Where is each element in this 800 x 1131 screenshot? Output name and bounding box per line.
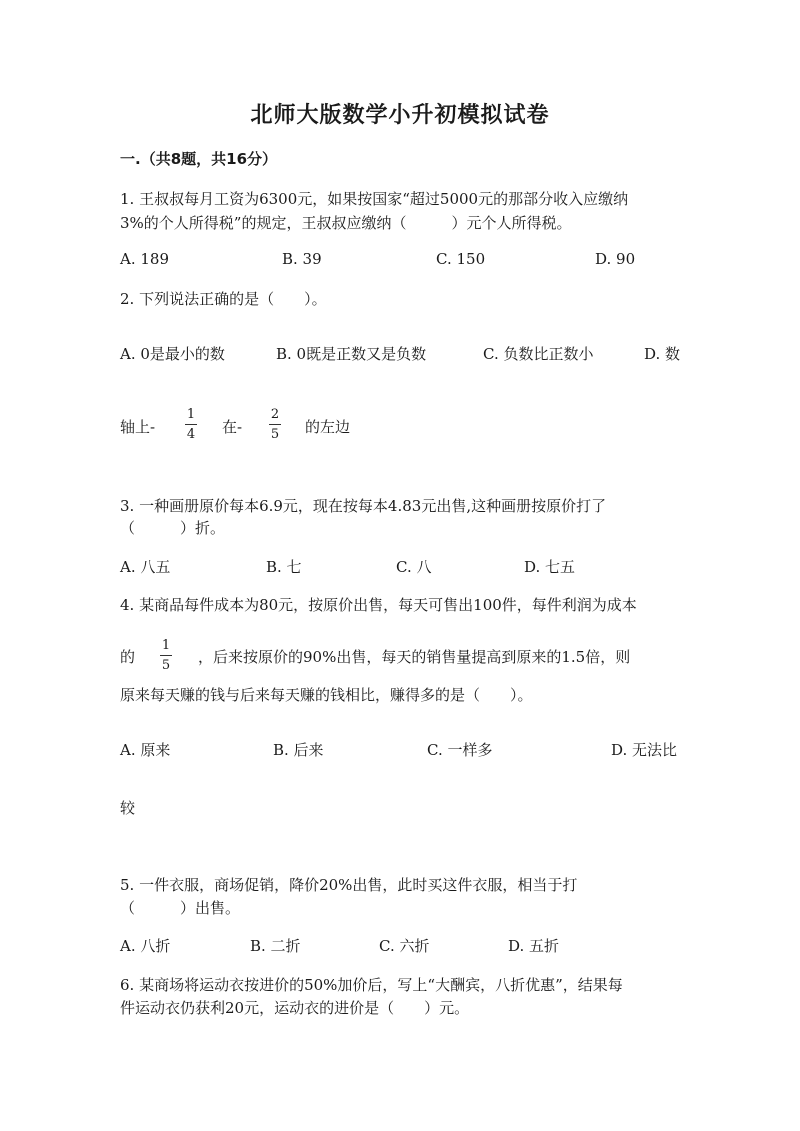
q2-fraction-1 xyxy=(185,407,197,442)
q5-stem-line-1: 5. 一件衣服，商场促销，降价20%出售，此时买这件衣服，相当于打 xyxy=(120,876,578,894)
q4-fraction-denominator: 5 xyxy=(161,658,171,673)
q4-option-d: D. 无法比 xyxy=(611,741,678,759)
q2-fraction-2-numerator: 2 xyxy=(270,407,280,422)
q2-stem: 2. 下列说法正确的是（ ）。 xyxy=(120,290,327,308)
q2-option-b: B. 0既是正数又是负数 xyxy=(276,345,427,363)
q4-option-d-continued: 较 xyxy=(120,799,136,817)
q5-option-d: D. 五折 xyxy=(508,937,560,955)
q2-fraction-1-denominator: 4 xyxy=(186,427,196,442)
fraction-bar xyxy=(160,655,172,656)
q1-option-a: A. 189 xyxy=(120,250,169,268)
q1-option-c: C. 150 xyxy=(436,250,486,268)
q3-option-a: A. 八五 xyxy=(120,558,171,576)
q2-fraction-1-numerator: 1 xyxy=(186,407,196,422)
q4-option-c: C. 一样多 xyxy=(427,741,493,759)
q4-stem-post: ，后来按原价的90%出售，每天的销售量提高到原来的1.5倍，则 xyxy=(198,648,631,666)
q2-option-d: D. 数 xyxy=(644,345,681,363)
q5-option-b: B. 二折 xyxy=(250,937,301,955)
q4-stem-line-3: 原来每天赚的钱与后来每天赚的钱相比，赚得多的是（ ）。 xyxy=(120,686,533,704)
q4-option-a: A. 原来 xyxy=(120,741,171,759)
q4-fraction xyxy=(160,638,172,673)
q1-stem-line-1: 1. 王叔叔每月工资为6300元，如果按国家“超过5000元的那部分收入应缴纳 xyxy=(120,190,629,208)
q3-stem-line-1: 3. 一种画册原价每本6.9元，现在按每本4.83元出售,这种画册按原价打了 xyxy=(120,497,607,515)
q2-fraction-2 xyxy=(269,407,281,442)
q5-stem-line-2: （ ）出售。 xyxy=(120,899,241,917)
q3-stem-line-2: （ ）折。 xyxy=(120,519,226,537)
page-title: 北师大版数学小升初模拟试卷 xyxy=(250,103,550,128)
q2-text-end: 的左边 xyxy=(305,418,351,436)
q3-option-b: B. 七 xyxy=(266,558,302,576)
q1-option-b: B. 39 xyxy=(282,250,322,268)
q4-fraction-numerator: 1 xyxy=(161,638,171,653)
section-heading: 一.（共8题，共16分） xyxy=(120,150,278,168)
q2-option-a: A. 0是最小的数 xyxy=(120,345,225,363)
q4-stem-line-1: 4. 某商品每件成本为80元，按原价出售，每天可售出100件，每件利润为成本 xyxy=(120,596,637,614)
q5-option-c: C. 六折 xyxy=(379,937,430,955)
q6-stem-line-2: 件运动衣仍获利20元，运动衣的进价是（ ）元。 xyxy=(120,999,470,1017)
q3-option-d: D. 七五 xyxy=(524,558,576,576)
q2-option-d-continued: 轴上- xyxy=(120,418,156,436)
fraction-bar xyxy=(185,424,197,425)
q3-option-c: C. 八 xyxy=(396,558,432,576)
q4-option-b: B. 后来 xyxy=(273,741,324,759)
q1-option-d: D. 90 xyxy=(595,250,636,268)
q2-option-c: C. 负数比正数小 xyxy=(483,345,594,363)
q1-stem-line-2: 3%的个人所得税”的规定，王叔叔应缴纳（ ）元个人所得税。 xyxy=(120,214,572,232)
q2-fraction-2-denominator: 5 xyxy=(270,427,280,442)
q6-stem-line-1: 6. 某商场将运动衣按进价的50%加价后，写上“大酬宾，八折优惠”，结果每 xyxy=(120,976,623,994)
q4-stem-pre: 的 xyxy=(120,648,136,666)
q2-text-middle: 在- xyxy=(222,418,243,436)
q5-option-a: A. 八折 xyxy=(120,937,171,955)
fraction-bar xyxy=(269,424,281,425)
